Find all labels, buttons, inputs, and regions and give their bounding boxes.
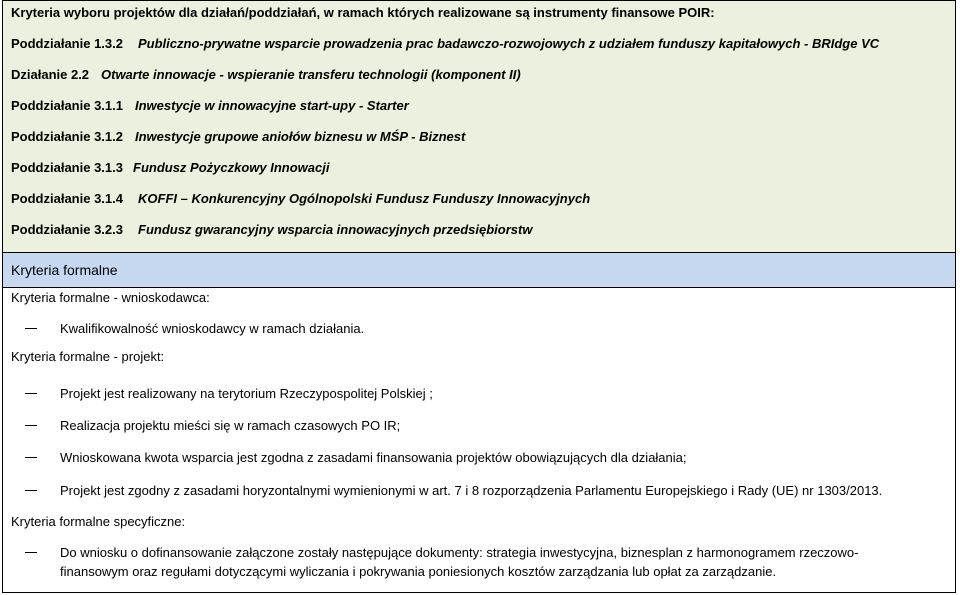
measures-section (3, 1, 955, 253)
measure-row: Poddziałanie 3.1.1 Inwestycje w innowacyjne start-upy - Starter (11, 98, 409, 113)
dash-bullet (25, 425, 37, 426)
list-item: Realizacja projektu mieści się w ramach czasowych PO IR; (60, 418, 401, 433)
dash-bullet (25, 552, 37, 553)
list-item: Do wniosku o dofinansowanie załączone zostały następujące dokumenty: strategia inwestycyjna, biznesplan z harmonogramem rzeczowo- (60, 545, 859, 560)
measure-row: Poddziałanie 3.1.4 KOFFI – Konkurencyjny Ogólnopolski Fundusz Funduszy Innowacyjnych (11, 191, 591, 206)
list-item: Projekt jest zgodny z zasadami horyzontalnymi wymienionymi w art. 7 i 8 rozporządzenia Parlamentu Europejskiego i Rady (UE) nr 1303/2013. (60, 483, 883, 498)
measure-row: Poddziałanie 3.1.2 Inwestycje grupowe aniołów biznesu w MŚP - Biznest (11, 129, 466, 144)
list-item-continuation: finansowym oraz regułami dotyczącymi wyliczania i pokrywania poniesionych kosztów zarządzania lub opłat za zarządzanie. (60, 564, 777, 579)
list-item: Projekt jest realizowany na terytorium Rzeczypospolitej Polskiej ; (60, 386, 433, 401)
list-item: Wnioskowana kwota wsparcia jest zgodna z zasadami finansowania projektów obowiązujących dla działania; (60, 450, 687, 465)
criteria-table (2, 0, 956, 593)
section-header: Kryteria formalne (11, 262, 118, 278)
measure-row: Działanie 2.2 Otwarte innowacje - wspieranie transferu technologii (komponent II) (11, 67, 521, 82)
measure-row: Poddziałanie 3.2.3 Fundusz gwarancyjny wsparcia innowacyjnych przedsiębiorstw (11, 222, 533, 237)
dash-bullet (25, 393, 37, 394)
dash-bullet (25, 490, 37, 491)
group-heading: Kryteria formalne - projekt: (11, 349, 165, 364)
measure-row: Poddziałanie 3.1.3 Fundusz Pożyczkowy Innowacji (11, 160, 330, 175)
measure-row: Poddziałanie 1.3.2 Publiczno-prywatne wsparcie prowadzenia prac badawczo-rozwojowych z udziałem funduszy kapitałowych - BRIdge VC (11, 36, 880, 51)
table-title: Kryteria wyboru projektów dla działań/poddziałań, w ramach których realizowane są instrumenty finansowe POIR: (11, 5, 715, 20)
group-heading: Kryteria formalne specyficzne: (11, 514, 186, 529)
dash-bullet (25, 457, 37, 458)
dash-bullet (25, 328, 37, 329)
section-header-bar (3, 253, 955, 288)
group-heading: Kryteria formalne - wnioskodawca: (11, 290, 210, 305)
list-item: Kwalifikowalność wnioskodawcy w ramach działania. (60, 321, 365, 336)
